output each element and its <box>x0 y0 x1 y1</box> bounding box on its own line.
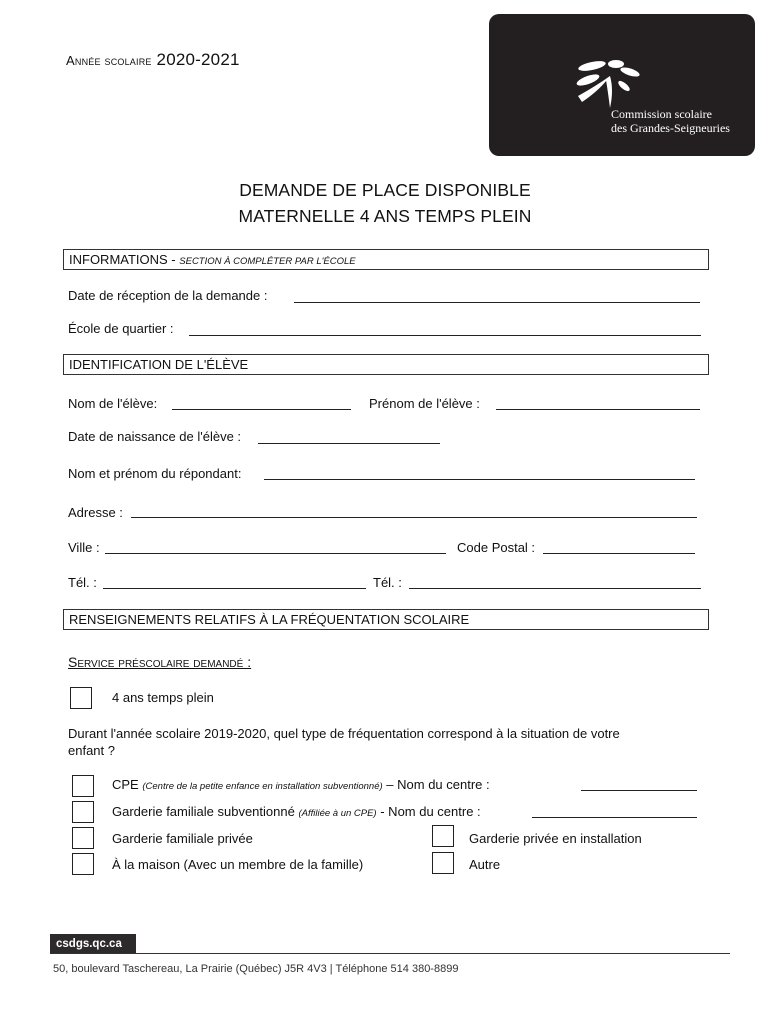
postal-code-label: Code Postal : <box>457 540 536 555</box>
section-informations-title: INFORMATIONS - <box>69 252 176 267</box>
checkbox-maison[interactable] <box>72 853 94 875</box>
phone2-field[interactable] <box>409 588 701 589</box>
commission-logo-icon <box>570 56 646 112</box>
garderie-sub-label: Garderie familiale subventionné <box>112 804 295 819</box>
student-lastname-field[interactable] <box>172 409 351 410</box>
school-year-value: 2020-2021 <box>156 50 240 69</box>
guardian-label: Nom et prénom du répondant: <box>68 466 242 481</box>
checkbox-4ans[interactable] <box>70 687 92 709</box>
school-field[interactable] <box>189 335 701 336</box>
reception-date-label: Date de réception de la demande : <box>68 288 268 303</box>
cpe-label: CPE <box>112 777 139 792</box>
birthdate-label: Date de naissance de l'élève : <box>68 429 242 444</box>
phone1-label: Tél. : <box>68 575 97 590</box>
checkbox-cpe[interactable] <box>72 775 94 797</box>
form-title-line2: MATERNELLE 4 ANS TEMPS PLEIN <box>238 206 532 226</box>
option-cpe <box>112 777 490 792</box>
student-firstname-label: Prénom de l'élève : <box>369 396 480 411</box>
section-identification-title: IDENTIFICATION DE L'ÉLÈVE <box>69 357 249 372</box>
school-year <box>66 50 240 70</box>
logo-line-2: des Grandes-Seigneuries <box>611 121 730 135</box>
address-label: Adresse : <box>68 505 123 520</box>
cpe-note: (Centre de la petite enfance en installation subventionné) <box>142 781 383 792</box>
option-garderie-privee-label: Garderie familiale privée <box>112 831 253 846</box>
checkbox-garderie-privee[interactable] <box>72 827 94 849</box>
footer-divider <box>50 953 730 954</box>
logo-text <box>611 107 730 135</box>
option-autre-label: Autre <box>469 857 501 872</box>
birthdate-field[interactable] <box>258 443 440 444</box>
option-4ans-label: 4 ans temps plein <box>112 690 214 705</box>
phone2-label: Tél. : <box>373 575 402 590</box>
garderie-sub-centre-label: - Nom du centre : <box>380 804 481 819</box>
student-lastname-label: Nom de l'élève: <box>68 396 158 411</box>
option-maison-label: À la maison (Avec un membre de la famille) <box>112 857 364 872</box>
cpe-centre-label: – Nom du centre : <box>386 777 490 792</box>
logo-line-1: Commission scolaire <box>611 107 712 121</box>
section-informations-note: SECTION À COMPLÉTER PAR L'ÉCOLE <box>179 256 356 267</box>
section-informations-header <box>63 249 709 270</box>
question-line1: Durant l'année scolaire 2019-2020, quel type de fréquentation correspond à la situation de votre <box>68 726 620 741</box>
postal-code-field[interactable] <box>543 553 695 554</box>
school-label: École de quartier : <box>68 321 174 336</box>
cpe-centre-field[interactable] <box>581 790 697 791</box>
address-field[interactable] <box>131 517 697 518</box>
option-garderie-privee-installation-label: Garderie privée en installation <box>469 831 642 846</box>
section-identification-header <box>63 354 709 375</box>
school-year-label: Année scolaire <box>66 53 152 68</box>
section-frequentation-title: RENSEIGNEMENTS RELATIFS À LA FRÉQUENTATION SCOLAIRE <box>69 612 470 627</box>
student-firstname-field[interactable] <box>496 409 700 410</box>
garderie-sub-centre-field[interactable] <box>532 817 697 818</box>
city-label: Ville : <box>68 540 100 555</box>
checkbox-garderie-subventionne[interactable] <box>72 801 94 823</box>
city-field[interactable] <box>105 553 446 554</box>
form-title-line1: DEMANDE DE PLACE DISPONIBLE <box>239 180 531 200</box>
checkbox-autre[interactable] <box>432 852 454 874</box>
footer-address: 50, boulevard Taschereau, La Prairie (Québec) J5R 4V3 | Téléphone 514 380-8899 <box>53 963 459 975</box>
service-heading: Service préscolaire demandé : <box>68 654 252 670</box>
website-badge: csdgs.qc.ca <box>50 934 136 954</box>
checkbox-garderie-privee-installation[interactable] <box>432 825 454 847</box>
garderie-sub-note: (Affiliée à un CPE) <box>298 808 377 819</box>
question-line2: enfant ? <box>68 743 115 758</box>
reception-date-field[interactable] <box>294 302 700 303</box>
phone1-field[interactable] <box>103 588 366 589</box>
guardian-field[interactable] <box>264 479 695 480</box>
option-garderie-subventionne <box>112 804 481 819</box>
section-frequentation-header <box>63 609 709 630</box>
